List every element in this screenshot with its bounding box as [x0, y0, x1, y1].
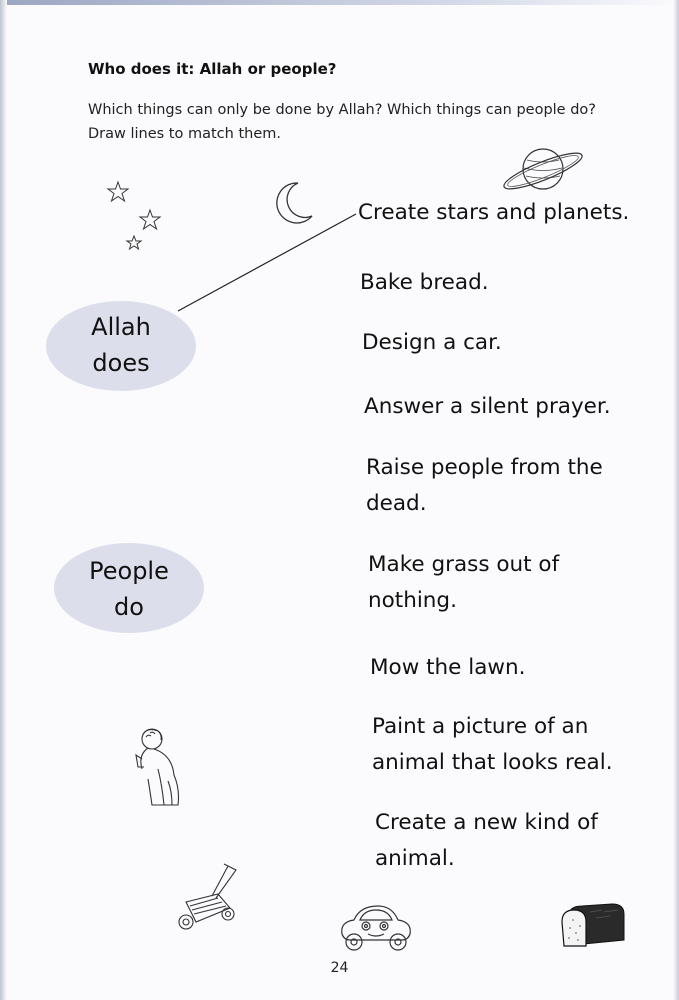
- activity-answer-prayer[interactable]: [364, 389, 611, 425]
- activity-text: animal that looks real.: [372, 750, 613, 775]
- category-label: Allah: [91, 313, 151, 341]
- activity-make-grass[interactable]: [368, 547, 559, 619]
- activity-mow-lawn[interactable]: [370, 650, 525, 686]
- activity-bake-bread[interactable]: [360, 265, 489, 301]
- category-label: do: [114, 593, 144, 621]
- page-number: 24: [330, 960, 349, 976]
- activity-text: Mow the lawn.: [370, 655, 526, 680]
- activity-text: nothing.: [368, 588, 457, 613]
- category-label: does: [92, 349, 150, 377]
- activity-text: dead.: [366, 491, 427, 516]
- activity-text: Answer a silent prayer.: [364, 394, 611, 419]
- category-people-do[interactable]: [54, 543, 204, 633]
- activity-design-car[interactable]: [362, 325, 502, 361]
- activity-create-stars[interactable]: [358, 195, 629, 231]
- activity-text: Design a car.: [362, 330, 502, 355]
- car-icon: [336, 900, 416, 954]
- bread-icon: [560, 900, 628, 948]
- instruction-line: Draw lines to match them.: [88, 126, 281, 142]
- activity-text: Make grass out of: [368, 552, 560, 577]
- activity-text: Paint a picture of an: [372, 714, 589, 739]
- activity-text: Raise people from the: [366, 455, 603, 480]
- instruction-line: Which things can only be done by Allah? Which things can people do?: [88, 102, 596, 118]
- lawn-mower-icon: [172, 862, 244, 934]
- activity-text: animal.: [375, 846, 455, 871]
- activity-text: Create a new kind of: [375, 810, 598, 835]
- category-label: People: [89, 557, 169, 585]
- category-allah-does[interactable]: [46, 301, 196, 391]
- worksheet-title: Who does it: Allah or people?: [88, 60, 337, 78]
- praying-child-icon: [128, 725, 190, 809]
- activity-new-animal[interactable]: [375, 805, 598, 877]
- activity-paint-picture[interactable]: [372, 709, 613, 781]
- activity-text: Create stars and planets.: [358, 200, 630, 225]
- activity-text: Bake bread.: [360, 270, 489, 295]
- activity-raise-dead[interactable]: [366, 450, 603, 522]
